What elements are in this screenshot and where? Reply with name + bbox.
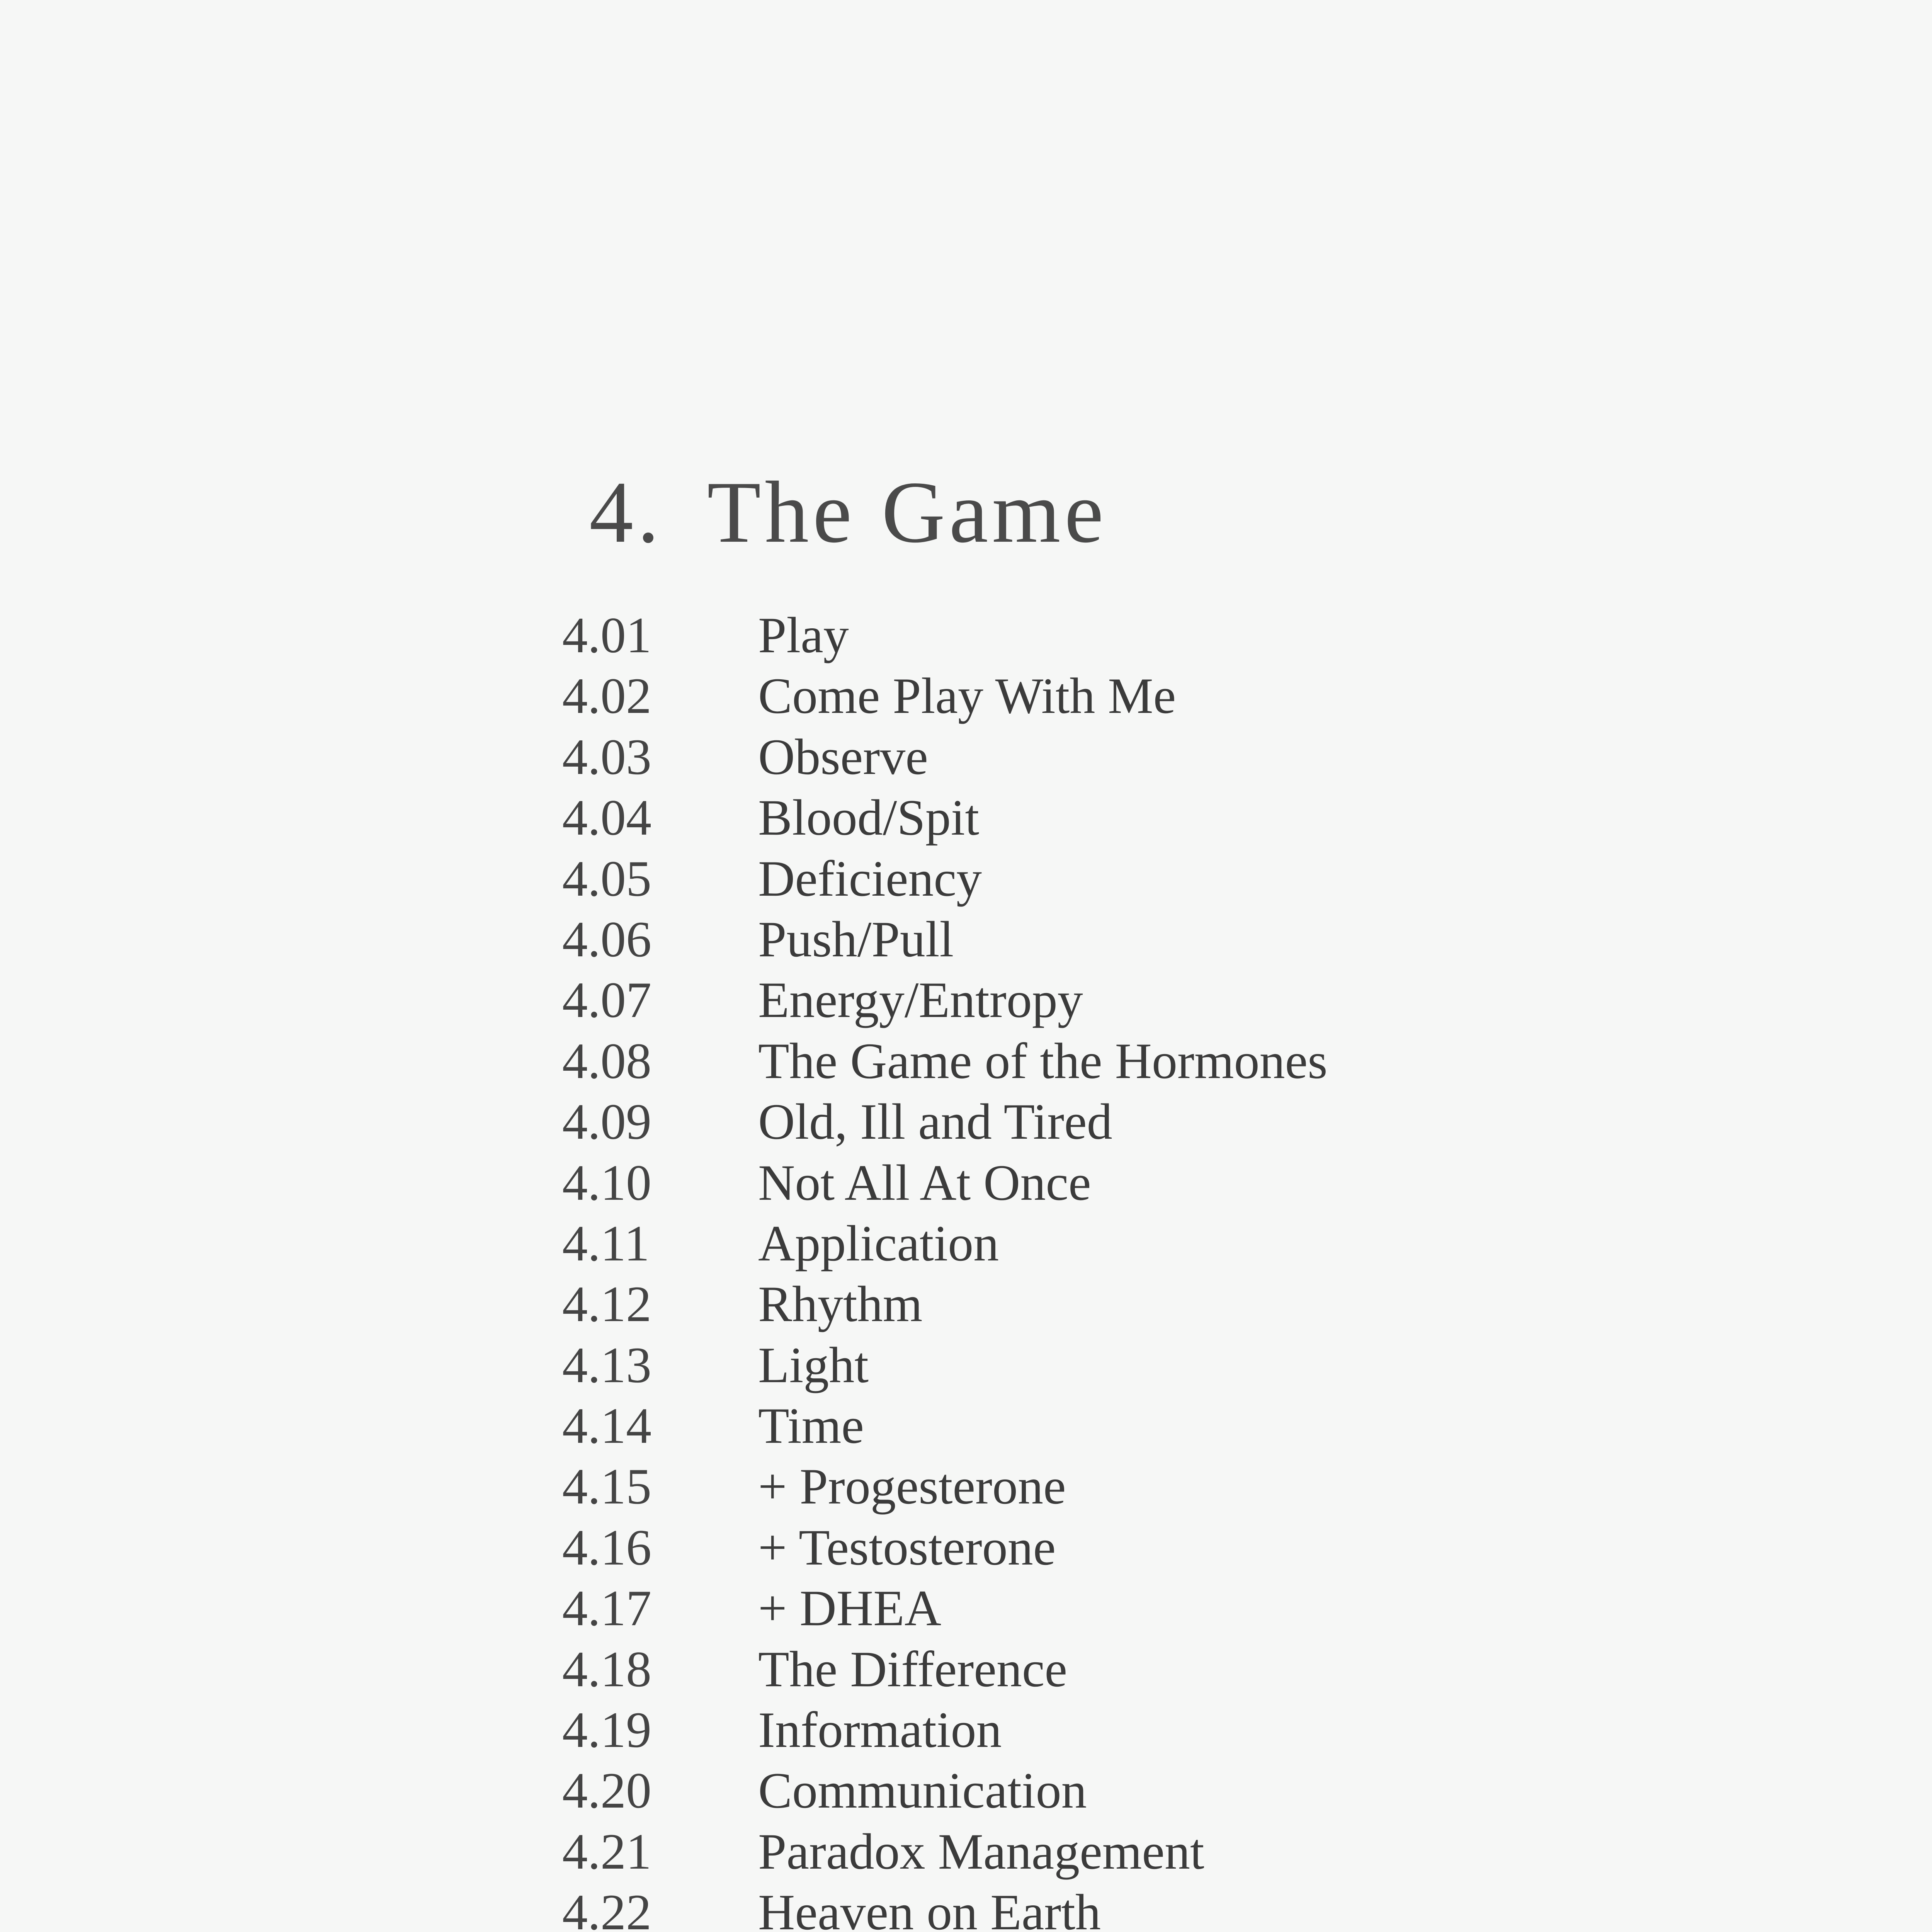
toc-entry-number: 4.02 — [562, 667, 651, 724]
toc-entry-number: 4.03 — [562, 728, 651, 785]
toc-entry-number: 4.22 — [562, 1884, 651, 1932]
toc-entry-title: Deficiency — [758, 850, 982, 907]
toc-entry — [562, 909, 1328, 969]
toc-entry — [562, 1031, 1328, 1091]
chapter-heading — [589, 462, 1107, 578]
toc-entry-title: The Difference — [758, 1640, 1068, 1697]
toc-entry-number: 4.08 — [562, 1032, 651, 1089]
toc-entry-title: Communication — [758, 1762, 1087, 1819]
toc-entry-number: 4.11 — [562, 1214, 650, 1272]
toc-entry — [562, 1395, 1328, 1456]
toc-entry — [562, 1091, 1328, 1152]
toc-entry-title: Not All At Once — [758, 1154, 1091, 1211]
toc-entry-number: 4.14 — [562, 1397, 651, 1454]
toc-entry-number: 4.07 — [562, 971, 651, 1029]
toc-entry — [562, 969, 1328, 1030]
toc-entry — [562, 1274, 1328, 1334]
toc-entry-number: 4.17 — [562, 1580, 651, 1637]
toc-entry-title: Come Play With Me — [758, 667, 1176, 724]
toc-entry-title: Light — [758, 1336, 869, 1393]
toc-entry — [562, 1699, 1328, 1760]
toc-entry-number: 4.16 — [562, 1519, 651, 1576]
table-of-contents — [562, 605, 1328, 1932]
toc-entry-number: 4.21 — [562, 1823, 651, 1880]
toc-entry-title: Heaven on Earth — [758, 1884, 1101, 1932]
toc-entry-title: Play — [758, 607, 849, 663]
toc-entry-number: 4.20 — [562, 1762, 651, 1819]
toc-entry — [562, 1456, 1328, 1517]
toc-entry-title: + Testosterone — [758, 1519, 1056, 1576]
chapter-number: 4. — [589, 464, 663, 561]
toc-entry — [562, 1760, 1328, 1821]
toc-entry-number: 4.10 — [562, 1154, 651, 1211]
toc-entry-number: 4.05 — [562, 850, 651, 907]
toc-entry-number: 4.04 — [562, 789, 651, 846]
toc-entry-number: 4.19 — [562, 1701, 651, 1759]
toc-entry-title: + DHEA — [758, 1580, 942, 1637]
toc-entry-number: 4.13 — [562, 1336, 651, 1393]
toc-entry — [562, 665, 1328, 726]
toc-entry-number: 4.18 — [562, 1640, 651, 1697]
toc-entry — [562, 726, 1328, 787]
toc-entry-title: Application — [758, 1214, 999, 1272]
toc-entry — [562, 1821, 1328, 1882]
toc-entry — [562, 787, 1328, 848]
toc-entry-title: Old, Ill and Tired — [758, 1093, 1112, 1150]
toc-entry — [562, 1882, 1328, 1932]
toc-entry-number: 4.15 — [562, 1458, 651, 1515]
toc-entry-title: Rhythm — [758, 1276, 923, 1333]
toc-entry-number: 4.12 — [562, 1276, 651, 1333]
toc-entry — [562, 848, 1328, 909]
toc-entry — [562, 1152, 1328, 1213]
toc-entry-title: Energy/Entropy — [758, 971, 1083, 1029]
toc-entry-title: Time — [758, 1397, 864, 1454]
toc-entry-title: Blood/Spit — [758, 789, 980, 846]
toc-entry — [562, 1335, 1328, 1395]
toc-entry-title: + Progesterone — [758, 1458, 1066, 1515]
toc-entry-number: 4.06 — [562, 910, 651, 968]
chapter-title: The Game — [707, 464, 1107, 561]
toc-entry — [562, 1639, 1328, 1699]
toc-entry-title: Observe — [758, 728, 928, 785]
toc-entry — [562, 605, 1328, 665]
toc-entry-number: 4.09 — [562, 1093, 651, 1150]
toc-entry-title: Paradox Management — [758, 1823, 1204, 1880]
toc-entry-title: Push/Pull — [758, 910, 954, 968]
toc-entry-title: The Game of the Hormones — [758, 1032, 1328, 1089]
toc-entry — [562, 1517, 1328, 1578]
toc-entry-number: 4.01 — [562, 607, 651, 663]
toc-entry — [562, 1213, 1328, 1274]
toc-entry-title: Information — [758, 1701, 1002, 1759]
toc-entry — [562, 1578, 1328, 1638]
